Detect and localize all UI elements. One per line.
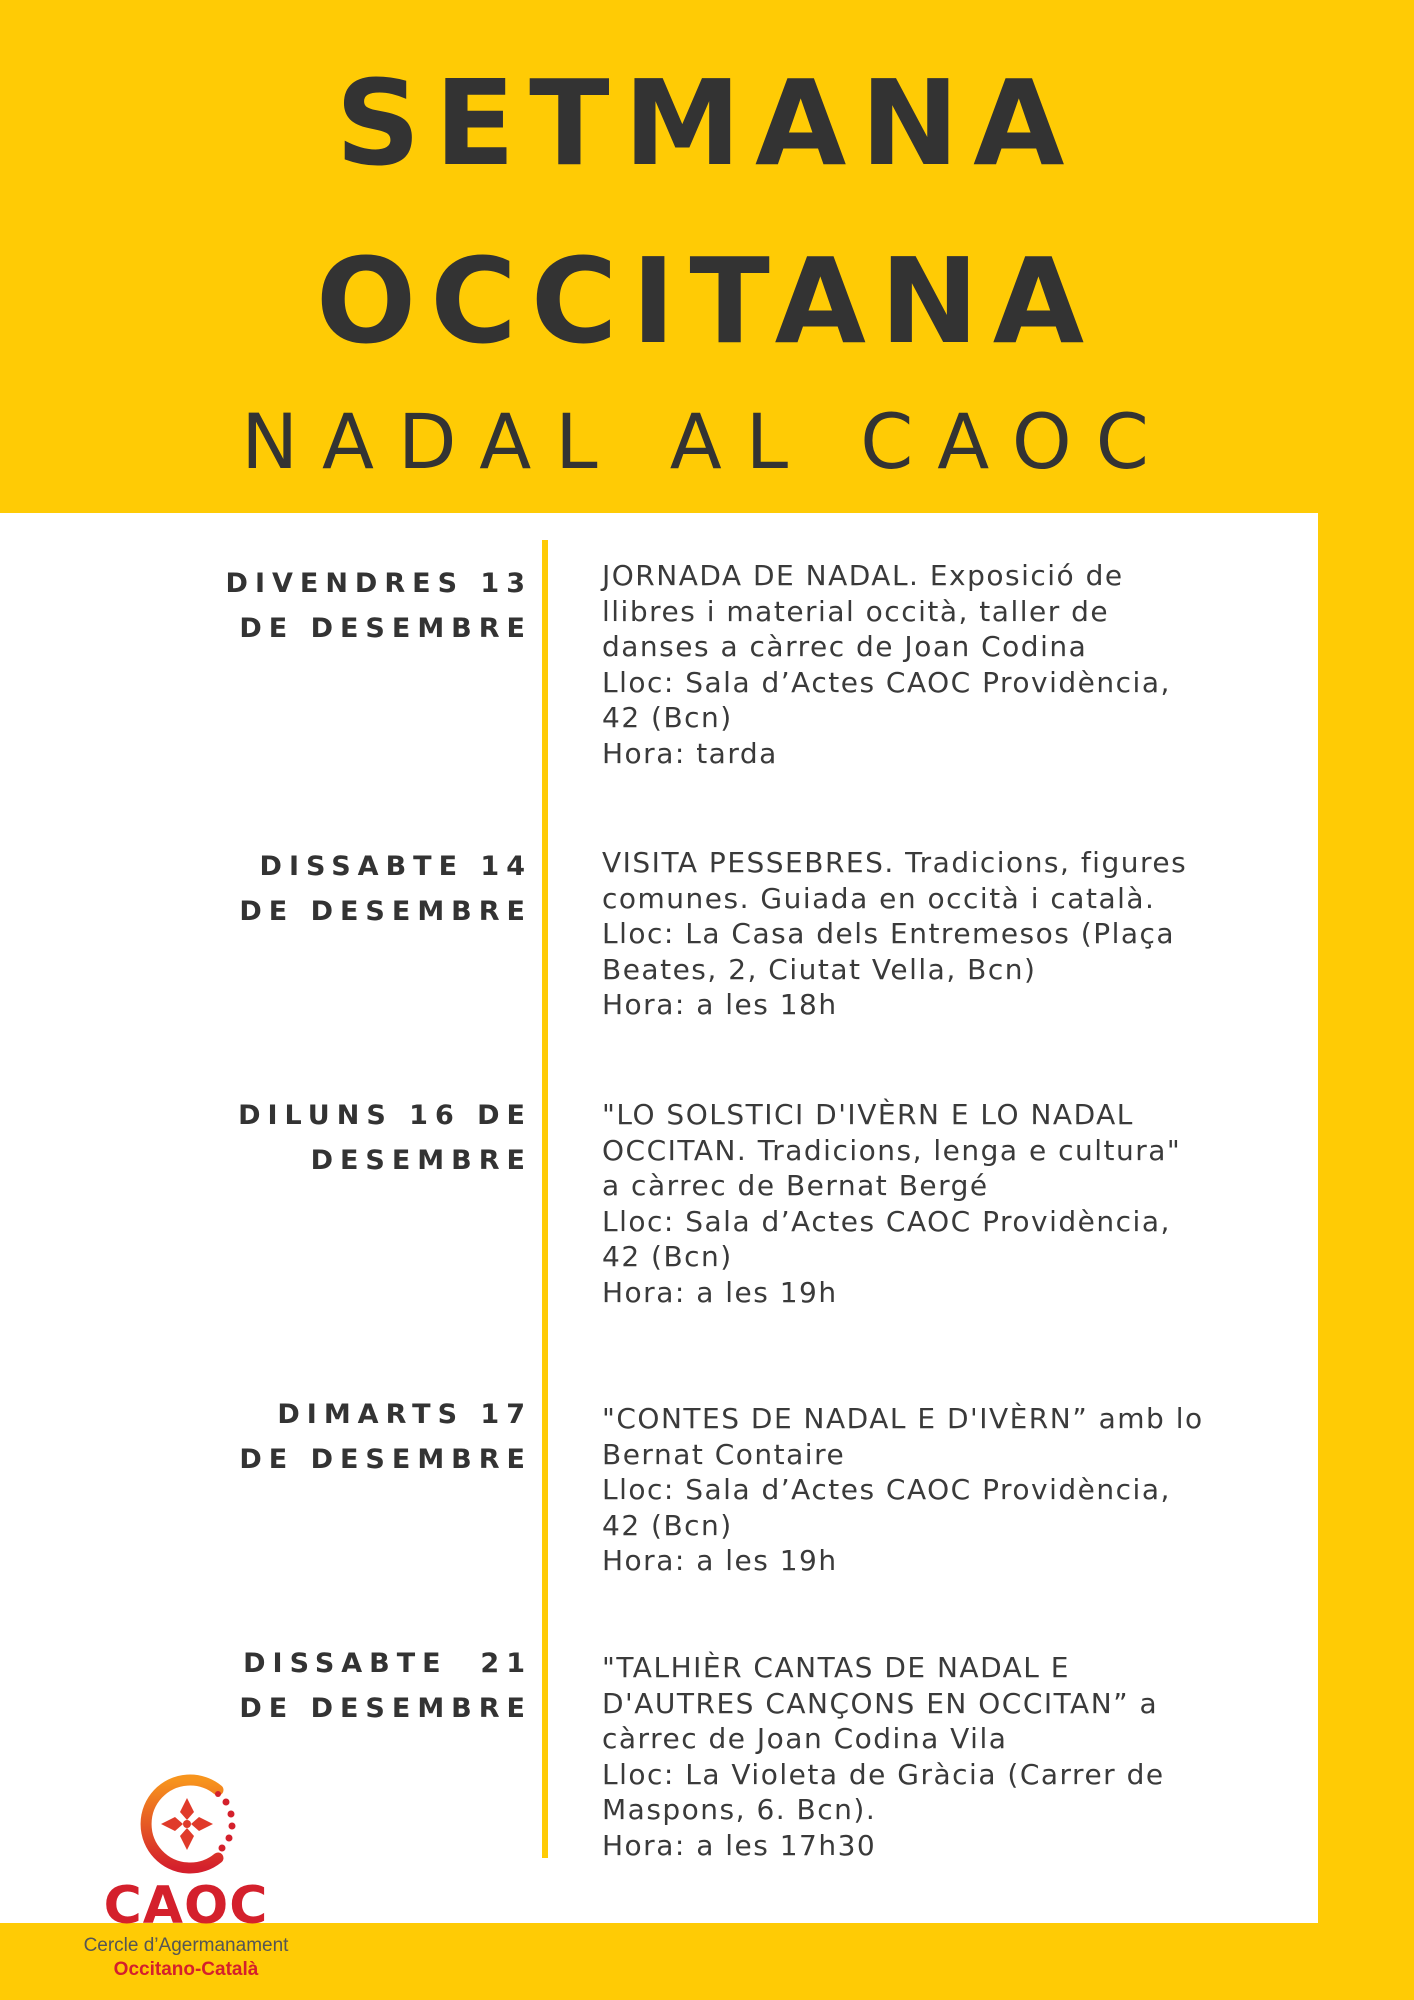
event-date-line: DE DESEMBRE: [239, 1693, 532, 1724]
event-date-line: DE DESEMBRE: [239, 613, 532, 644]
event-description-line: Lloc: La Violeta de Gràcia (Carrer de: [602, 1757, 1165, 1791]
timeline-divider: [542, 540, 548, 1858]
event-description-line: "TALHIÈR CANTAS DE NADAL E: [602, 1651, 1070, 1684]
event-description-line: Bernat Contaire: [602, 1437, 846, 1471]
event-date-line: DESEMBRE: [310, 1145, 532, 1176]
event-description-line: "CONTES DE NADAL E D'IVÈRN” amb lo: [602, 1402, 1204, 1435]
event-date-line: DIMARTS 17: [277, 1399, 532, 1430]
event-description: [602, 845, 1242, 1023]
event-description-line: a càrrec de Bernat Bergé: [602, 1169, 989, 1202]
event-description-line: JORNADA DE NADAL. Exposició de: [602, 559, 1124, 592]
event-description-line: Hora: a les 18h: [602, 988, 838, 1021]
event-description-line: Lloc: Sala d’Actes CAOC Providència,: [602, 1473, 1171, 1506]
event-description-line: OCCITAN. Tradicions, lenga e cultura": [602, 1133, 1182, 1167]
logo-subtitle-line-2: Occitano-Català: [113, 1959, 259, 1980]
logo-name: CAOC: [103, 1876, 269, 1936]
event-date: [172, 1392, 532, 1482]
subtitle: NADAL AL CAOC: [241, 397, 1173, 486]
event-description-line: 42 (Bcn): [602, 701, 733, 734]
event-description-line: càrrec de Joan Codina Vila: [602, 1722, 1008, 1755]
event-description: [602, 558, 1242, 771]
event-description-line: Maspons, 6. Bcn).: [602, 1793, 877, 1826]
event-date-line: DILUNS 16 DE: [238, 1100, 532, 1131]
event-description-line: comunes. Guiada en occità i català.: [602, 881, 1156, 915]
event-description-line: llibres i material occità, taller de: [602, 594, 1110, 628]
event-description-line: Lloc: La Casa dels Entremesos (Plaça: [602, 917, 1176, 950]
event-description: [602, 1097, 1242, 1310]
event-description-line: 42 (Bcn): [602, 1240, 733, 1273]
event-date: [172, 1641, 532, 1731]
event-description-line: Hora: tarda: [602, 736, 778, 770]
event-date: [172, 561, 532, 651]
logo-subtitle-line-1: Cercle d’Agermanament: [83, 1935, 289, 1956]
event-description-line: Lloc: Sala d’Actes CAOC Providència,: [602, 665, 1171, 699]
event-description: [602, 1401, 1242, 1579]
event-description-line: D'AUTRES CANÇONS EN OCCITAN” a: [602, 1686, 1159, 1720]
title-line-1: SETMANA: [335, 54, 1079, 192]
caoc-logo: [56, 1768, 336, 1988]
event-description-line: "LO SOLSTICI D'IVÈRN E LO NADAL: [602, 1098, 1134, 1131]
title-line-2: OCCITANA: [315, 232, 1099, 370]
event-description-line: Beates, 2, Ciutat Vella, Bcn): [602, 952, 1037, 986]
event-date-line: DE DESEMBRE: [239, 1444, 532, 1475]
event-description: [602, 1650, 1242, 1863]
occitan-cross-icon: [132, 1768, 242, 1880]
event-date: [172, 1093, 532, 1183]
event-description-line: Hora: a les 19h: [602, 1544, 838, 1577]
event-date-line: DE DESEMBRE: [239, 896, 532, 927]
event-description-line: danses a càrrec de Joan Codina: [602, 630, 1088, 663]
event-description-line: Hora: a les 19h: [602, 1275, 838, 1309]
event-description-line: Hora: a les 17h30: [602, 1828, 877, 1862]
event-date: [172, 844, 532, 934]
event-date-line: DISSABTE 21: [243, 1648, 532, 1679]
event-date-line: DISSABTE 14: [259, 851, 532, 882]
event-description-line: VISITA PESSEBRES. Tradicions, figures: [602, 846, 1188, 879]
event-description-line: 42 (Bcn): [602, 1508, 733, 1542]
event-description-line: Lloc: Sala d’Actes CAOC Providència,: [602, 1204, 1171, 1238]
event-date-line: DIVENDRES 13: [225, 568, 532, 599]
